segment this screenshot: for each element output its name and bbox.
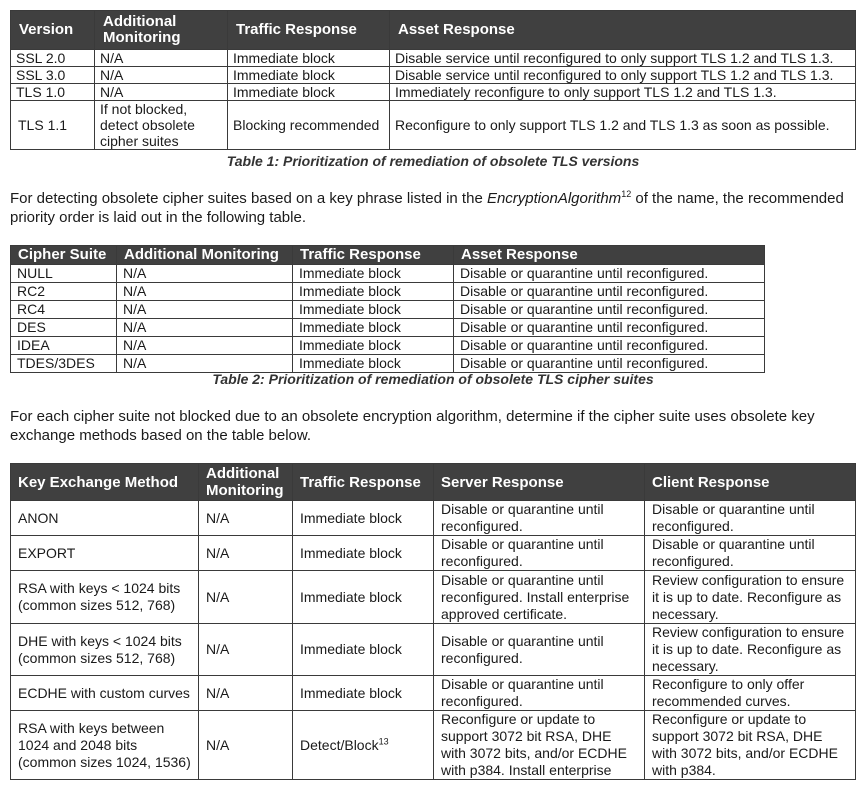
table-cell: N/A (199, 624, 293, 676)
table-cell: N/A (95, 50, 228, 67)
table-cell: Disable service until reconfigured to only support TLS 1.2 and TLS 1.3. (390, 50, 856, 67)
table-cell: Immediate block (293, 624, 434, 676)
paragraph-text: For detecting obsolete cipher suites based on a key phrase listed in the (10, 190, 487, 207)
table-row (11, 283, 765, 301)
table-cell: TLS 1.0 (11, 84, 95, 101)
table-cell: Disable or quarantine until reconfigured. (454, 355, 765, 373)
table-cell: N/A (199, 501, 293, 536)
column-header: Additional Monitoring (199, 464, 293, 501)
table-row (11, 319, 765, 337)
column-header: Additional Monitoring (95, 11, 228, 50)
table-header-row (11, 464, 856, 501)
table-cell: Disable service until reconfigured to only support TLS 1.2 and TLS 1.3. (390, 67, 856, 84)
table-cell: TLS 1.1 (11, 101, 95, 150)
table-cell: Immediate block (293, 319, 454, 337)
table-row (11, 536, 856, 571)
paragraph-term: EncryptionAlgorithm (486, 190, 622, 207)
table-cell: If not blocked, detect obsolete cipher suites (95, 101, 228, 150)
table-cell: Review configuration to ensure it is up to date. Reconfigure as necessary. (645, 624, 856, 676)
column-header: Cipher Suite (11, 246, 117, 265)
column-header: Asset Response (390, 11, 856, 50)
table-row (11, 50, 856, 67)
table-cell: ANON (11, 501, 199, 536)
table-cell: N/A (95, 84, 228, 101)
table-cell: N/A (117, 319, 293, 337)
table-cell: SSL 3.0 (11, 67, 95, 84)
table-cell: Review configuration to ensure it is up to date. Reconfigure as necessary. (645, 571, 856, 624)
column-header: Key Exchange Method (11, 464, 199, 501)
table-cell: DES (11, 319, 117, 337)
table-row (11, 265, 765, 283)
table-cell: Disable or quarantine until reconfigured. (454, 319, 765, 337)
table-row (11, 676, 856, 711)
paragraph-text: of the name, the recommended priority order is laid out in the following table. (10, 190, 844, 226)
cell-text: Detect/Block (300, 736, 379, 753)
column-header: Traffic Response (293, 246, 454, 265)
table-row (11, 355, 765, 373)
table-cell: Immediate block (228, 50, 390, 67)
table-cell: N/A (117, 265, 293, 283)
table-cipher-suites (10, 245, 765, 373)
table-cell: SSL 2.0 (11, 50, 95, 67)
table-cell: Immediate block (293, 283, 454, 301)
column-header: Server Response (434, 464, 645, 501)
table-header-row (11, 246, 765, 265)
body-paragraph: For each cipher suite not blocked due to an obsolete encryption algorithm, determine if the cipher suite uses obsolete key exchange methods based on the table below. (10, 408, 815, 444)
footnote-marker: 12 (621, 189, 632, 199)
column-header: Traffic Response (293, 464, 434, 501)
table-cell: Blocking recommended (228, 101, 390, 150)
column-header: Version (11, 11, 95, 50)
table-cell: Disable or quarantine until reconfigured. (645, 501, 856, 536)
column-header: Traffic Response (228, 11, 390, 50)
table-cell: Disable or quarantine until reconfigured. (434, 501, 645, 536)
table-header-row (11, 11, 856, 50)
footnote-marker: 13 (378, 735, 389, 746)
table-cell: EXPORT (11, 536, 199, 571)
table-cell: N/A (199, 711, 293, 780)
table-cell: Immediate block (293, 337, 454, 355)
table-cell: Reconfigure to only offer recommended curves. (645, 676, 856, 711)
table-cell: N/A (199, 571, 293, 624)
table-cell: RSA with keys between 1024 and 2048 bits (common sizes 1024, 1536) (11, 711, 199, 780)
table-cell: N/A (95, 67, 228, 84)
table-cell: Disable or quarantine until reconfigured. Install enterprise approved certificate. (434, 571, 645, 624)
table-cell: Immediate block (293, 571, 434, 624)
table-cell: Immediate block (228, 84, 390, 101)
column-header: Additional Monitoring (117, 246, 293, 265)
body-paragraph (10, 189, 860, 227)
table-row (11, 301, 765, 319)
table-cell: Disable or quarantine until reconfigured. (434, 624, 645, 676)
table-cell: Immediate block (228, 67, 390, 84)
table-cell: RC2 (11, 283, 117, 301)
table-cell: Reconfigure or update to support 3072 bit RSA, DHE with 3072 bits, and/or ECDHE with p384. (645, 711, 856, 780)
table-row (11, 101, 856, 150)
table-cell: Disable or quarantine until reconfigured. (454, 337, 765, 355)
table-cell: Disable or quarantine until reconfigured. (434, 676, 645, 711)
table-cell: Immediate block (293, 676, 434, 711)
table-cell: Reconfigure to only support TLS 1.2 and TLS 1.3 as soon as possible. (390, 101, 856, 150)
table-cell: N/A (199, 536, 293, 571)
table-row (11, 84, 856, 101)
table-cell (293, 711, 434, 780)
table-caption: Table 2: Prioritization of remediation of obsolete TLS cipher suites (212, 371, 654, 387)
table-row (11, 67, 856, 84)
table-cell: Immediate block (293, 355, 454, 373)
table-cell: Disable or quarantine until reconfigured. (645, 536, 856, 571)
table-cell: TDES/3DES (11, 355, 117, 373)
table-cell: N/A (117, 283, 293, 301)
table-cell: Immediate block (293, 536, 434, 571)
table-row (11, 501, 856, 536)
table-cell: Immediate block (293, 501, 434, 536)
table-cell: NULL (11, 265, 117, 283)
table-key-exchange (10, 463, 856, 780)
table-cell: IDEA (11, 337, 117, 355)
table-cell: ECDHE with custom curves (11, 676, 199, 711)
table-cell: N/A (117, 337, 293, 355)
table-cell: N/A (117, 355, 293, 373)
table-row (11, 711, 856, 780)
table-row (11, 571, 856, 624)
table-cell: Immediately reconfigure to only support TLS 1.2 and TLS 1.3. (390, 84, 856, 101)
column-header: Asset Response (454, 246, 765, 265)
table-cell: RC4 (11, 301, 117, 319)
table-cell: Immediate block (293, 301, 454, 319)
table-row (11, 337, 765, 355)
table-cell: DHE with keys < 1024 bits (common sizes 512, 768) (11, 624, 199, 676)
table-cell: Disable or quarantine until reconfigured. (454, 283, 765, 301)
table-cell: RSA with keys < 1024 bits (common sizes 512, 768) (11, 571, 199, 624)
table-tls-versions (10, 10, 856, 150)
column-header: Client Response (645, 464, 856, 501)
table-cell: N/A (199, 676, 293, 711)
table-cell: Disable or quarantine until reconfigured. (454, 301, 765, 319)
table-caption: Table 1: Prioritization of remediation of obsolete TLS versions (226, 153, 640, 169)
table-cell: Disable or quarantine until reconfigured. (454, 265, 765, 283)
table-cell: Reconfigure or update to support 3072 bit RSA, DHE with 3072 bits, and/or ECDHE with p384. Install enterprise (434, 711, 645, 780)
table-cell: Disable or quarantine until reconfigured. (434, 536, 645, 571)
table-row (11, 624, 856, 676)
table-cell: Immediate block (293, 265, 454, 283)
table-cell: N/A (117, 301, 293, 319)
